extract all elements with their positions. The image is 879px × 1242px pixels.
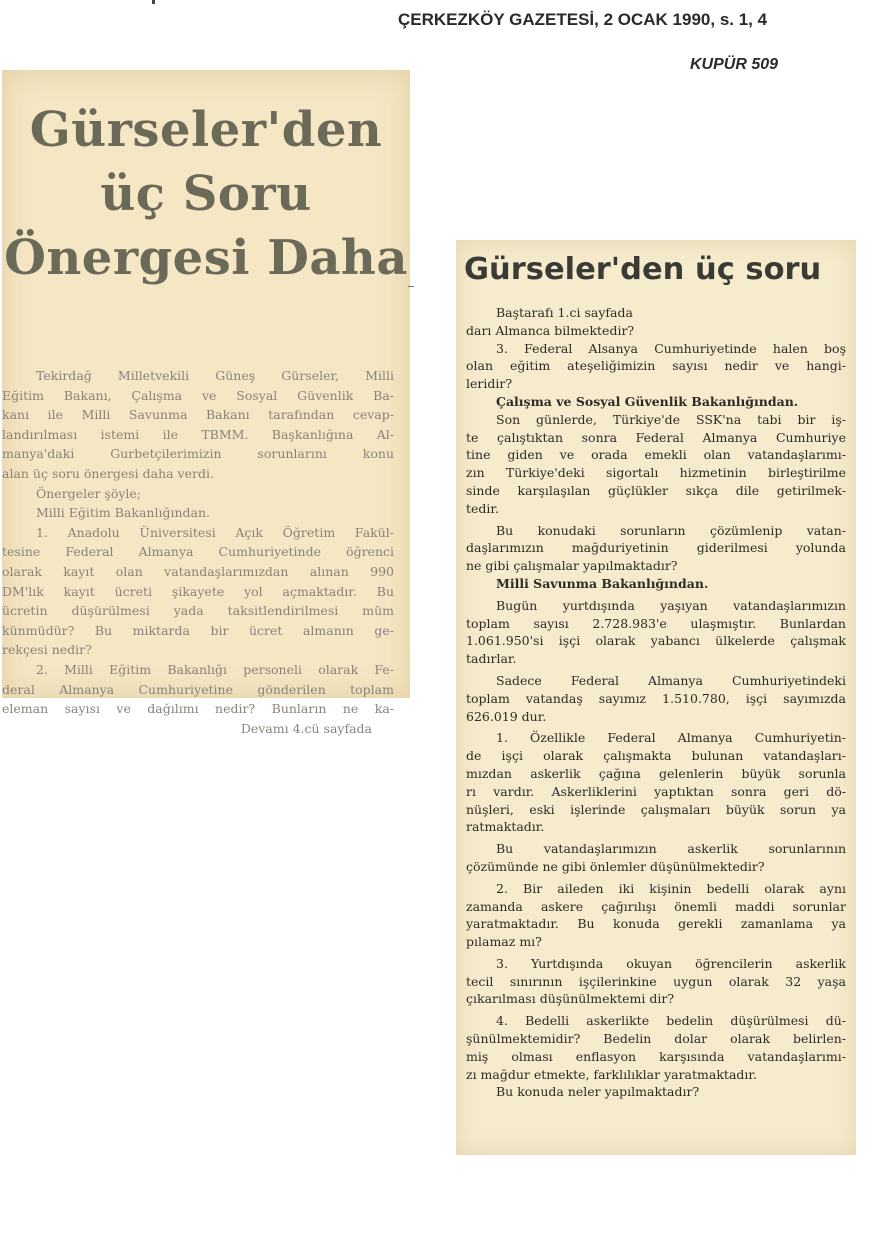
continued-from: Baştarafı 1.ci sayfada [496,305,633,320]
headline-line: Önergesi Daha [4,230,408,286]
text-line: Bu konudaki sorunların çözümlenip vatan- [496,522,846,538]
text-line: Eğitim Bakanı, Çalışma ve Sosyal Güvenlik Ba- [2,387,394,403]
continuation-headline: Gürseler'den üç soru [464,252,822,287]
text-line: manya'daki Gurbetçilerimizin sorunlarını konu [2,446,394,462]
text-line: 2. Bir aileden iki kişinin bedelli olarak aynı [496,880,846,896]
text-line: tecil sınırının işçilerinkine uygun olarak 32 yaşa [466,973,846,989]
text-line: ne gibi çalışmalar yapılmaktadır? [466,558,678,574]
section-heading: Çalışma ve Sosyal Güvenlik Bakanlığından. [496,393,799,409]
text-line: 4. Bedelli askerlikte bedelin düşürülmesi dü- [496,1013,846,1029]
text-line: Bugün yurtdışında yaşıyan vatandaşlarımızın [496,597,846,613]
text-line: Sadece Federal Almanya Cumhuriyetindeki [496,672,846,688]
text-line: olarak kayıt olan vatandaşlarımızdan alınan 990 [2,563,394,579]
text-line: te çalıştıktan sonra Federal Almanya Cumhuriye [466,429,846,445]
source-citation: ÇERKEZKÖY GAZETESİ, 2 OCAK 1990, s. 1, 4 [398,10,768,29]
text-line: DM'lık kayıt ücreti şikayete yol açmaktadır. Bu [2,583,394,599]
text-line: daşlarımızın mağduriyetinin giderilmesi yolunda [466,540,846,556]
text-line: ratmaktadır. [466,819,545,835]
text-line: de işçi olarak çalışmakta bulunan vatandaşları- [466,748,846,764]
text-line: Bu konuda neler yapılmaktadır? [496,1084,700,1100]
text-line: künmüdür? Bu miktarda bir ücret almanın ge- [2,622,394,638]
scan-speck [152,0,155,4]
text-line: toplam sayısı 2.728.983'e ulaşmıştır. Bunlardan [466,615,846,631]
text-line: zı mağdur etmekte, farklılıklar yaratmaktadır. [466,1066,757,1082]
text-line: landırılması istemi ile TBMM. Başkanlığına Al- [2,426,394,442]
text-line: çözümünde ne gibi önlemler düşünülmektedir? [466,858,765,874]
text-line: 1.061.950'si işçi olarak yabancı ülkelerde çalışmak [466,633,846,649]
text-line: toplam vatandaş sayımız 1.510.780, işçi sayımızda [466,690,846,706]
section-heading: Milli Eğitim Bakanlığından. [36,505,210,521]
clipping-front-page [2,70,410,736]
text-line: ücretin düşürülmesi yada taksitlendirilmesi müm [2,603,394,619]
text-line: 626.019 dur. [466,708,547,724]
text-line: Tekirdağ Milletvekili Güneş Gürseler, Milli [36,368,394,383]
divider [408,286,414,287]
text-line: 2. Milli Eğitim Bakanlığı personeli olarak Fe- [36,661,394,677]
text-line: şünülmektemidir? Bedelin dolar olarak belirlen- [466,1031,846,1047]
text-line: miş olması enflasyon karşısında vatandaşlarımı- [466,1048,846,1064]
text-line: nüşleri, eski işlerinde çalışmaları büyük sorun ya [466,801,846,817]
text-line: pılamaz mı? [466,934,542,950]
text-line: darı Almanca bilmektedir? [466,322,635,338]
text-line: rekçesi nedir? [2,642,92,658]
clipping-continuation [456,240,856,1155]
clip-id: KUPÜR 509 [690,56,779,73]
section-heading: Milli Savunma Bakanlığından. [496,575,709,591]
text-line: Bu vatandaşlarımızın askerlik sorunlarının [496,841,846,857]
text-line: tine giden ve orada emekli olan vatandaşlarımı- [466,447,846,463]
text-line: olan eğitim ateşeliğimizin sayısı nedir ve hangi- [466,358,846,374]
text-line: çıkarılması düşünülmektemi dir? [466,991,675,1007]
text-line: eleman sayısı ve dağılımı nedir? Bunların ne ka- [2,701,394,717]
text-line: 3. Yurtdışında okuyan öğrencilerin askerlik [496,955,846,971]
text-line: rı vardır. Askerliklerini yaptıktan sonra geri dö- [466,783,846,799]
text-line: Son günlerde, Türkiye'de SSK'na tabi bir iş- [496,411,846,427]
text-line: 3. Federal Alsanya Cumhuriyetinde halen boş [496,340,846,356]
text-line: 1. Anadolu Üniversitesi Açık Öğretim Fakül- [36,524,394,540]
text-line: kanı ile Milli Savunma Bakanı tarafından cevap- [2,407,394,423]
text-line: zamanda askere çağırılışı önemli maddi sorunlar [466,898,846,914]
text-line: deral Almanya Cumhuriyetine gönderilen toplam [2,681,394,697]
continuation-body [456,304,846,1101]
text-line: leridir? [466,376,513,392]
text-line: tadırlar. [466,651,517,667]
continued-note: Devamı 4.cü sayfada [240,720,372,736]
text-line: tedir. [466,500,499,516]
article-body [2,366,394,738]
text-line: Önergeler şöyle; [36,485,142,501]
text-line: alan üç soru önergesi daha verdi. [2,465,214,481]
text-line: sinde karşılaşılan güçlükler sıkça dile getirilmek- [466,482,846,498]
text-line: mızdan askerlik çağına gelenlerin büyük sorunla [466,765,846,781]
text-line: tesine Federal Almanya Cumhuriyetinde öğrenci [2,544,394,560]
text-line: zın Türkiye'deki sigortalı hizmetinin birleştirilme [466,465,846,481]
clipping-headline [2,98,410,290]
headline-line: Gürseler'den [29,102,383,158]
text-line: 1. Özellikle Federal Almanya Cumhuriyetin- [496,730,846,746]
headline-line: üç Soru [100,166,312,222]
text-line: yaratmaktadır. Bu konuda gerekli zamanlama ya [466,916,846,932]
